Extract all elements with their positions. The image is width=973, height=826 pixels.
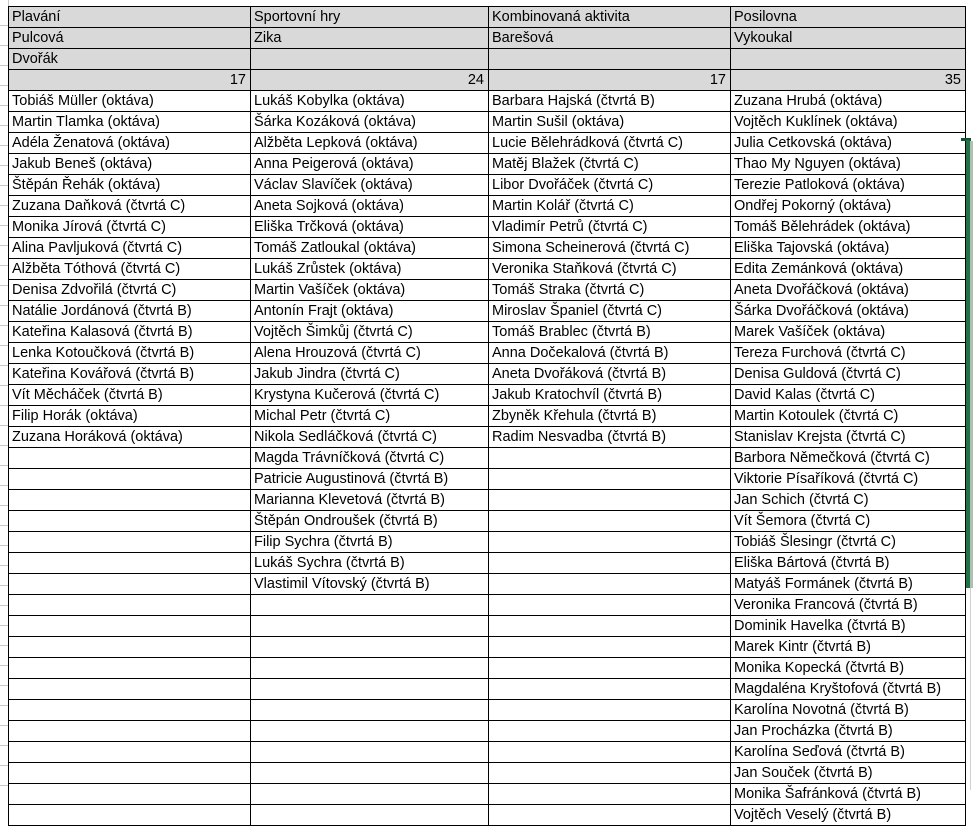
student-cell[interactable]: Monika Jírová (čtvrtá C) [9,217,251,238]
student-cell[interactable] [251,721,489,742]
table-row [9,217,966,238]
teacher2-cell[interactable] [489,49,731,70]
student-cell[interactable]: Lukáš Sychra (čtvrtá B) [251,553,489,574]
student-cell[interactable] [251,595,489,616]
student-cell[interactable]: Marianna Klevetová (čtvrtá B) [251,490,489,511]
student-cell[interactable]: Vlastimil Vítovský (čtvrtá B) [251,574,489,595]
teacher-cell[interactable]: Zika [251,28,489,49]
student-cell[interactable] [9,448,251,469]
student-cell[interactable] [9,637,251,658]
table-row [9,595,966,616]
table-row [9,364,966,385]
student-cell[interactable]: Karolína Novotná (čtvrtá B) [731,700,966,721]
student-cell[interactable]: Štěpán Řehák (oktáva) [9,175,251,196]
student-cell[interactable]: Jakub Beneš (oktáva) [9,154,251,175]
table-row [9,574,966,595]
student-cell[interactable] [489,763,731,784]
student-cell[interactable] [9,595,251,616]
student-cell[interactable] [489,595,731,616]
table-row [9,658,966,679]
student-cell[interactable]: Anna Dočekalová (čtvrtá B) [489,343,731,364]
student-cell[interactable] [489,658,731,679]
student-cell[interactable] [489,700,731,721]
student-cell[interactable] [489,490,731,511]
student-cell[interactable] [251,805,489,826]
table-row [9,679,966,700]
table-row [9,784,966,805]
student-cell[interactable]: Tomáš Zatloukal (oktáva) [251,238,489,259]
student-cell[interactable]: Kateřina Kovářová (čtvrtá B) [9,364,251,385]
activity-header-cell[interactable]: Kombinovaná aktivita [489,7,731,28]
student-cell[interactable]: Eliška Tajovská (oktáva) [731,238,966,259]
teacher2-cell[interactable] [731,49,966,70]
student-cell[interactable]: Ondřej Pokorný (oktáva) [731,196,966,217]
student-cell[interactable]: David Kalas (čtvrtá C) [731,385,966,406]
student-cell[interactable]: Lenka Kotoučková (čtvrtá B) [9,343,251,364]
table-row [9,448,966,469]
count-cell[interactable]: 17 [9,70,251,91]
student-cell[interactable]: Barbora Němečková (čtvrtá C) [731,448,966,469]
table-row [9,301,966,322]
table-row [9,91,966,112]
student-cell[interactable]: Veronika Francová (čtvrtá B) [731,595,966,616]
student-cell[interactable]: Tomáš Bělehrádek (oktáva) [731,217,966,238]
count-cell[interactable]: 17 [489,70,731,91]
student-cell[interactable]: Matěj Blažek (čtvrtá C) [489,154,731,175]
student-cell[interactable] [489,574,731,595]
student-cell[interactable]: Zuzana Horáková (oktáva) [9,427,251,448]
student-cell[interactable]: Vít Šemora (čtvrtá C) [731,511,966,532]
student-cell[interactable] [9,763,251,784]
teacher2-cell[interactable]: Dvořák [9,49,251,70]
student-cell[interactable]: Aneta Sojková (oktáva) [251,196,489,217]
student-cell[interactable] [489,805,731,826]
student-cell[interactable] [9,532,251,553]
student-cell[interactable]: Anna Peigerová (oktáva) [251,154,489,175]
student-cell[interactable]: Monika Šafránková (čtvrtá B) [731,784,966,805]
student-cell[interactable] [251,784,489,805]
student-cell[interactable] [9,700,251,721]
activity-header-cell[interactable]: Plavání [9,7,251,28]
student-cell[interactable]: Tomáš Brablec (čtvrtá B) [489,322,731,343]
teacher-cell[interactable]: Pulcová [9,28,251,49]
student-cell[interactable]: Dominik Havelka (čtvrtá B) [731,616,966,637]
count-cell[interactable]: 24 [251,70,489,91]
student-cell[interactable]: Veronika Staňková (čtvrtá C) [489,259,731,280]
student-cell[interactable]: Štěpán Ondroušek (čtvrtá B) [251,511,489,532]
student-cell[interactable]: Patricie Augustinová (čtvrtá B) [251,469,489,490]
student-cell[interactable]: Barbara Hajská (čtvrtá B) [489,91,731,112]
student-cell[interactable] [9,679,251,700]
student-cell[interactable] [489,469,731,490]
student-cell[interactable]: Monika Kopecká (čtvrtá B) [731,658,966,679]
student-cell[interactable]: Lukáš Zrůstek (oktáva) [251,259,489,280]
student-cell[interactable]: Lukáš Kobylka (oktáva) [251,91,489,112]
table-row [9,259,966,280]
student-cell[interactable]: Vojtěch Kuklínek (oktáva) [731,112,966,133]
activity-roster-table [8,6,966,826]
student-cell[interactable]: Filip Horák (oktáva) [9,406,251,427]
student-cell[interactable]: Martin Vašíček (oktáva) [251,280,489,301]
table-row [9,322,966,343]
student-cell[interactable] [489,532,731,553]
student-cell[interactable]: Filip Sychra (čtvrtá B) [251,532,489,553]
table-row [9,196,966,217]
student-cell[interactable] [9,490,251,511]
student-cell[interactable] [9,784,251,805]
student-cell[interactable]: Šárka Dvořáčková (oktáva) [731,301,966,322]
student-cell[interactable]: Thao My Nguyen (oktáva) [731,154,966,175]
student-cell[interactable] [251,616,489,637]
student-cell[interactable]: Tobiáš Müller (oktáva) [9,91,251,112]
student-cell[interactable]: Zuzana Hrubá (oktáva) [731,91,966,112]
table-row [9,805,966,826]
student-cell[interactable]: Radim Nesvadba (čtvrtá B) [489,427,731,448]
student-cell[interactable] [9,805,251,826]
table-row [9,280,966,301]
table-row [9,721,966,742]
student-cell[interactable]: Vladimír Petrů (čtvrtá C) [489,217,731,238]
student-cell[interactable] [489,742,731,763]
student-cell[interactable]: Libor Dvořáček (čtvrtá C) [489,175,731,196]
student-cell[interactable]: Zbyněk Křehula (čtvrtá B) [489,406,731,427]
student-cell[interactable]: Viktorie Písaříková (čtvrtá C) [731,469,966,490]
student-cell[interactable]: Šárka Kozáková (oktáva) [251,112,489,133]
student-cell[interactable]: Lucie Bělehrádková (čtvrtá C) [489,133,731,154]
header-row [9,49,966,70]
student-cell[interactable]: Marek Kintr (čtvrtá B) [731,637,966,658]
table-row [9,406,966,427]
student-cell[interactable] [489,553,731,574]
teacher-cell[interactable]: Barešová [489,28,731,49]
student-cell[interactable]: Martin Tlamka (oktáva) [9,112,251,133]
student-cell[interactable]: Aneta Dvořáčková (oktáva) [731,280,966,301]
student-cell[interactable]: Magdaléna Kryštofová (čtvrtá B) [731,679,966,700]
table-row [9,469,966,490]
table-row [9,238,966,259]
teacher-cell[interactable]: Vykoukal [731,28,966,49]
table-row [9,427,966,448]
student-cell[interactable]: Martin Sušil (oktáva) [489,112,731,133]
student-cell[interactable] [489,637,731,658]
student-cell[interactable]: Jan Souček (čtvrtá B) [731,763,966,784]
table-row [9,343,966,364]
student-cell[interactable]: Jan Schich (čtvrtá C) [731,490,966,511]
table-row [9,385,966,406]
student-cell[interactable]: Denisa Guldová (čtvrtá C) [731,364,966,385]
student-cell[interactable]: Matyáš Formánek (čtvrtá B) [731,574,966,595]
table-row [9,742,966,763]
student-cell[interactable] [489,448,731,469]
count-cell[interactable]: 35 [731,70,966,91]
student-cell[interactable]: Alina Pavljuková (čtvrtá C) [9,238,251,259]
student-cell[interactable]: Tomáš Straka (čtvrtá C) [489,280,731,301]
student-cell[interactable]: Nikola Sedláčková (čtvrtá C) [251,427,489,448]
student-cell[interactable]: Alžběta Lepková (oktáva) [251,133,489,154]
student-cell[interactable]: Edita Zemánková (oktáva) [731,259,966,280]
student-cell[interactable]: Tobiáš Šlesingr (čtvrtá C) [731,532,966,553]
student-cell[interactable]: Jan Procházka (čtvrtá B) [731,721,966,742]
student-cell[interactable] [489,721,731,742]
student-cell[interactable]: Jakub Kratochvíl (čtvrtá B) [489,385,731,406]
student-cell[interactable] [489,616,731,637]
student-cell[interactable]: Stanislav Krejsta (čtvrtá C) [731,427,966,448]
table-row [9,175,966,196]
table-row [9,700,966,721]
student-cell[interactable]: Marek Vašíček (oktáva) [731,322,966,343]
table-row [9,511,966,532]
student-cell[interactable]: Magda Trávníčková (čtvrtá C) [251,448,489,469]
student-cell[interactable]: Krystyna Kučerová (čtvrtá C) [251,385,489,406]
student-cell[interactable] [9,574,251,595]
student-cell[interactable]: Adéla Ženatová (oktáva) [9,133,251,154]
student-cell[interactable]: Aneta Dvořáková (čtvrtá B) [489,364,731,385]
header-row [9,70,966,91]
student-cell[interactable]: Terezie Patloková (oktáva) [731,175,966,196]
student-cell[interactable]: Vojtěch Šimkůj (čtvrtá C) [251,322,489,343]
student-cell[interactable]: Tereza Furchová (čtvrtá C) [731,343,966,364]
student-cell[interactable]: Zuzana Daňková (čtvrtá C) [9,196,251,217]
student-cell[interactable]: Julia Cetkovská (oktáva) [731,133,966,154]
student-cell[interactable] [251,700,489,721]
student-cell[interactable] [9,469,251,490]
student-cell[interactable] [489,784,731,805]
student-cell[interactable]: Vojtěch Veselý (čtvrtá B) [731,805,966,826]
student-cell[interactable] [251,763,489,784]
student-cell[interactable]: Eliška Trčková (oktáva) [251,217,489,238]
table-row [9,133,966,154]
activity-header-cell[interactable]: Posilovna [731,7,966,28]
student-cell[interactable]: Eliška Bártová (čtvrtá B) [731,553,966,574]
student-cell[interactable] [9,658,251,679]
student-cell[interactable]: Denisa Zdvořilá (čtvrtá C) [9,280,251,301]
student-cell[interactable] [489,511,731,532]
table-row [9,616,966,637]
table-row [9,154,966,175]
student-cell[interactable] [9,742,251,763]
table-row [9,532,966,553]
table-row [9,112,966,133]
header-row [9,7,966,28]
table-row [9,553,966,574]
student-cell[interactable] [251,637,489,658]
student-cell[interactable]: Alžběta Tóthová (čtvrtá C) [9,259,251,280]
student-cell[interactable]: Karolína Seďová (čtvrtá B) [731,742,966,763]
student-cell[interactable]: Martin Kotoulek (čtvrtá C) [731,406,966,427]
student-cell[interactable]: Miroslav Španiel (čtvrtá C) [489,301,731,322]
teacher2-cell[interactable] [251,49,489,70]
student-cell[interactable] [251,742,489,763]
table-row [9,763,966,784]
table-row [9,637,966,658]
student-cell[interactable]: Antonín Frajt (oktáva) [251,301,489,322]
student-cell[interactable]: Kateřina Kalasová (čtvrtá B) [9,322,251,343]
right-gridline [970,588,971,790]
left-gridline-gutter [0,6,8,790]
student-cell[interactable] [9,616,251,637]
header-row [9,28,966,49]
student-cell[interactable] [9,721,251,742]
student-cell[interactable] [9,553,251,574]
student-cell[interactable]: Jakub Jindra (čtvrtá C) [251,364,489,385]
student-cell[interactable]: Alena Hrouzová (čtvrtá C) [251,343,489,364]
student-cell[interactable]: Michal Petr (čtvrtá C) [251,406,489,427]
student-cell[interactable]: Václav Slavíček (oktáva) [251,175,489,196]
student-cell[interactable] [251,679,489,700]
student-cell[interactable]: Simona Scheinerová (čtvrtá C) [489,238,731,259]
student-cell[interactable]: Martin Kolář (čtvrtá C) [489,196,731,217]
activity-header-cell[interactable]: Sportovní hry [251,7,489,28]
student-cell[interactable] [9,511,251,532]
table-row [9,490,966,511]
student-cell[interactable]: Vít Měcháček (čtvrtá B) [9,385,251,406]
student-cell[interactable] [251,658,489,679]
student-cell[interactable] [489,679,731,700]
student-cell[interactable]: Natálie Jordánová (čtvrtá B) [9,301,251,322]
